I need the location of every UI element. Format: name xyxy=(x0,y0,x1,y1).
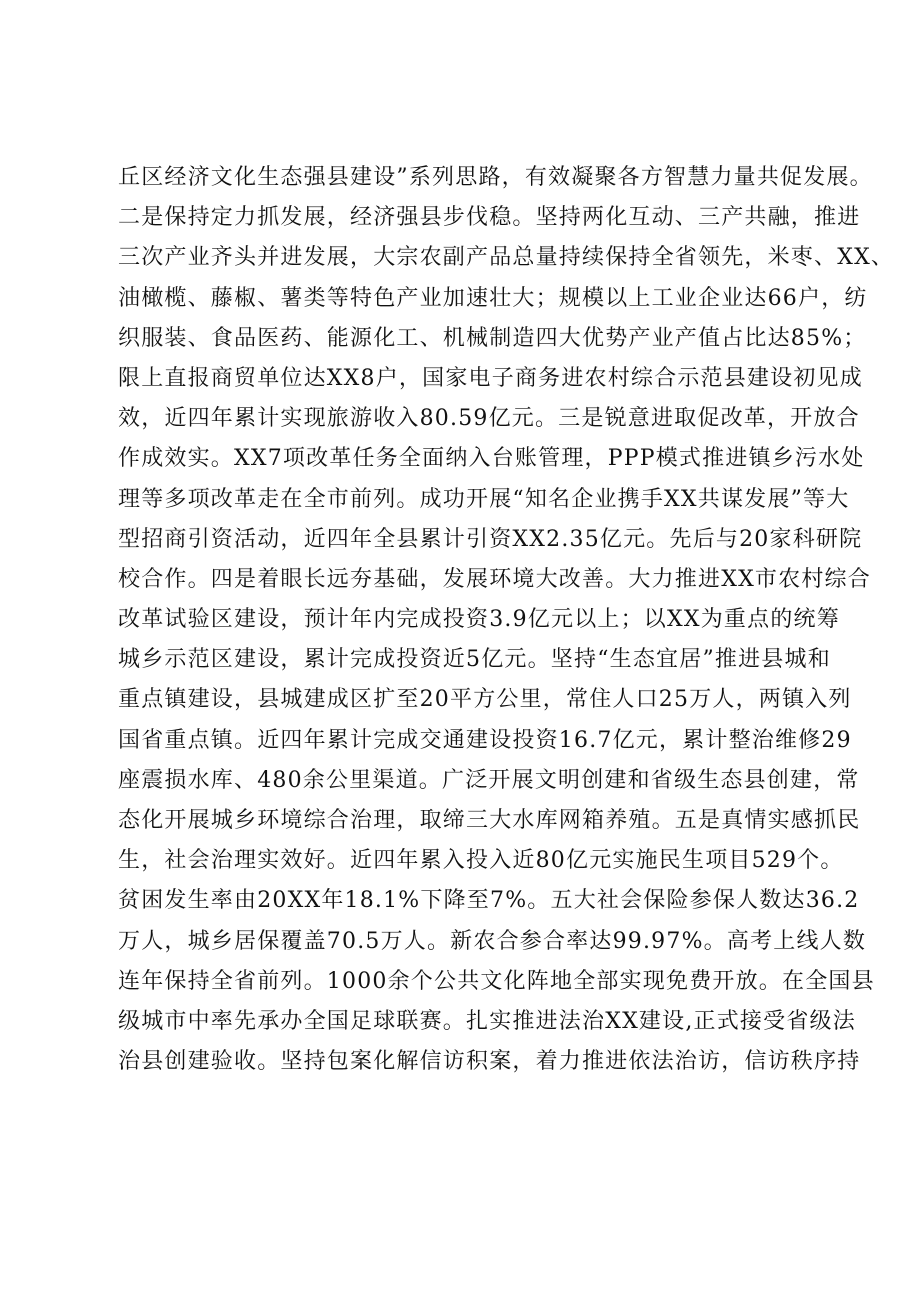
text-line: 连年保持全省前列。1000余个公共文化阵地全部实现免费开放。在全国县 xyxy=(118,968,875,994)
text-line: 织服装、食品医药、能源化工、机械制造四大优势产业产值占比达85%； xyxy=(118,325,867,351)
text-line: 贫困发生率由20XX年18.1%下降至7%。五大社会保险参保人数达36.2 xyxy=(118,888,860,914)
text-line: 治县创建验收。坚持包案化解信访积案，着力推进依法治访，信访秩序持 xyxy=(118,1049,861,1075)
text-line: 生，社会治理实效好。近四年累入投入近80亿元实施民生项目529个。 xyxy=(118,848,844,874)
body-paragraph xyxy=(118,158,895,1082)
text-line: 万人，城乡居保覆盖70.5万人。新农合参合率达99.97%。高考上线人数 xyxy=(118,928,867,954)
text-line: 改革试验区建设，预计年内完成投资3.9亿元以上；以XX为重点的统筹 xyxy=(118,607,840,633)
text-line: 二是保持定力抓发展，经济强县步伐稳。坚持两化互动、三产共融，推进 xyxy=(118,205,861,231)
text-line: 校合作。四是着眼长远夯基础，发展环境大改善。大力推进XX市农村综合 xyxy=(118,566,871,592)
text-line: 座震损水库、480余公里渠道。广泛开展文明创建和省级生态县创建，常 xyxy=(118,767,860,793)
text-line: 城乡示范区建设，累计完成投资近5亿元。坚持“生态宜居”推进县城和 xyxy=(118,647,831,673)
text-line: 重点镇建设，县城建成区扩至20平方公里，常住人口25万人，两镇入列 xyxy=(118,687,852,713)
text-line: 三次产业齐头并进发展，大宗农副产品总量持续保持全省领先，米枣、XX、 xyxy=(118,245,895,271)
text-line: 限上直报商贸单位达XX8户，国家电子商务进农村综合示范县建设初见成 xyxy=(118,365,863,391)
text-line: 理等多项改革走在全市前列。成功开展“知名企业携手XX共谋发展”等大 xyxy=(118,486,850,512)
text-line: 作成效实。XX7项改革任务全面纳入台账管理，PPP模式推进镇乡污水处 xyxy=(118,446,865,472)
text-line: 型招商引资活动，近四年全县累计引资XX2.35亿元。先后与20家科研院 xyxy=(118,526,863,552)
text-line: 态化开展城乡环境综合治理，取缔三大水库网箱养殖。五是真情实感抓民 xyxy=(118,808,861,833)
text-line: 丘区经济文化生态强县建设”系列思路，有效凝聚各方智慧力量共促发展。 xyxy=(118,165,873,190)
text-line: 国省重点镇。近四年累计完成交通建设投资16.7亿元，累计整治维修29 xyxy=(118,727,852,753)
text-line: 级城市中率先承办全国足球联赛。扎实推进法治XX建设,正式接受省级法 xyxy=(118,1008,856,1034)
text-line: 效，近四年累计实现旅游收入80.59亿元。三是锐意进取促改革，开放合 xyxy=(118,406,860,432)
text-line: 油橄榄、藤椒、薯类等特色产业加速壮大；规模以上工业企业达66户，纺 xyxy=(118,285,868,311)
